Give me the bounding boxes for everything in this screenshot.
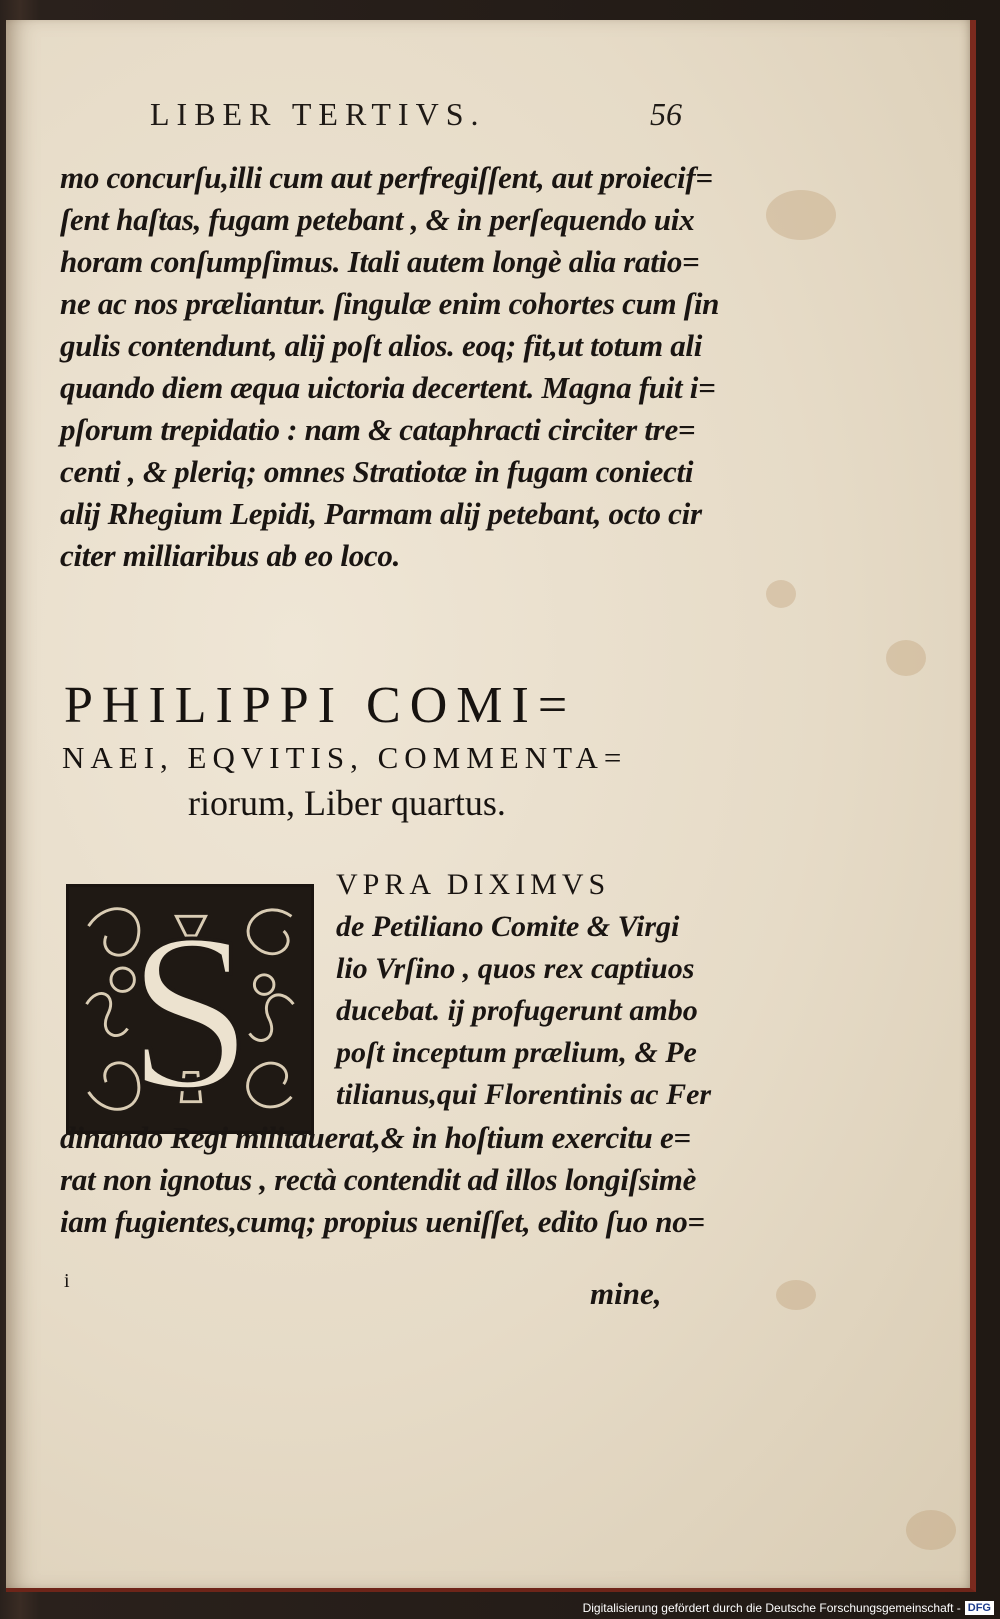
text-line: dinando Regi militauerat,& in hoſtium exercitu e=	[60, 1120, 691, 1155]
text-line: alij Rhegium Lepidi, Parmam alij petebant, octo cir	[60, 496, 702, 531]
text-line: centi , & pleriq; omnes Stratiotæ in fugam coniecti	[60, 454, 694, 489]
foxing-spot	[906, 1510, 956, 1550]
digitization-credit-text: Digitalisierung gefördert durch die Deutsche Forschungsgemeinschaft -	[582, 1601, 961, 1615]
page-number: 56	[650, 96, 682, 132]
text-line: lio Vrſino , quos rex captiuos	[336, 952, 695, 985]
running-head-title: LIBER TERTIVS.	[150, 96, 486, 132]
foxing-spot	[766, 190, 836, 240]
signature-mark: i	[64, 1270, 70, 1292]
ornament-initial-icon	[69, 887, 311, 1131]
decorated-initial-s	[66, 884, 314, 1134]
text-line: ne ac nos præliantur. ſingulæ enim cohortes cum ſin	[60, 286, 720, 321]
text-line: ſent haſtas, fugam petebant , & in perſequendo uix	[60, 202, 695, 237]
running-head	[150, 96, 710, 140]
initial-letter: S	[127, 887, 253, 1131]
digitization-credit	[583, 1599, 994, 1617]
text-line: ducebat. ij profugerunt ambo	[336, 994, 698, 1027]
text-line: gulis contendunt, alij poſt alios. eoq; fit,ut totum ali	[60, 328, 703, 363]
catchword: mine,	[590, 1276, 662, 1311]
text-line: de Petiliano Comite & Virgi	[336, 910, 680, 943]
text-line: pſorum trepidatio : nam & cataphracti circiter tre=	[60, 412, 696, 447]
text-line: quando diem æqua uictoria decertent. Magna fuit i=	[60, 370, 716, 405]
foxing-spot	[776, 1280, 816, 1310]
foxing-spot	[766, 580, 796, 608]
text-line: VPRA DIXIMVS	[336, 868, 611, 901]
chapter-heading-line-3: riorum, Liber quartus.	[188, 783, 506, 823]
text-line: iam fugientes,cumq; propius ueniſſet, edito ſuo no=	[60, 1204, 705, 1239]
foxing-spot	[886, 640, 926, 676]
chapter-heading-line-1: PHILIPPI COMI=	[64, 677, 577, 734]
text-line: mo concurſu,illi cum aut perfregiſſent, aut proiecif=	[60, 160, 713, 195]
text-line: poſt inceptum prælium, & Pe	[336, 1036, 697, 1069]
dfg-logo: DFG	[965, 1601, 994, 1615]
text-line: citer milliaribus ab eo loco.	[60, 538, 401, 573]
text-line: horam conſumpſimus. Itali autem longè alia ratio=	[60, 244, 700, 279]
chapter-heading-line-2: NAEI, EQVITIS, COMMENTA=	[62, 740, 628, 775]
text-line: rat non ignotus , rectà contendit ad illos longiſsimè	[60, 1162, 697, 1197]
text-line: tilianus,qui Florentinis ac Fer	[336, 1078, 712, 1111]
